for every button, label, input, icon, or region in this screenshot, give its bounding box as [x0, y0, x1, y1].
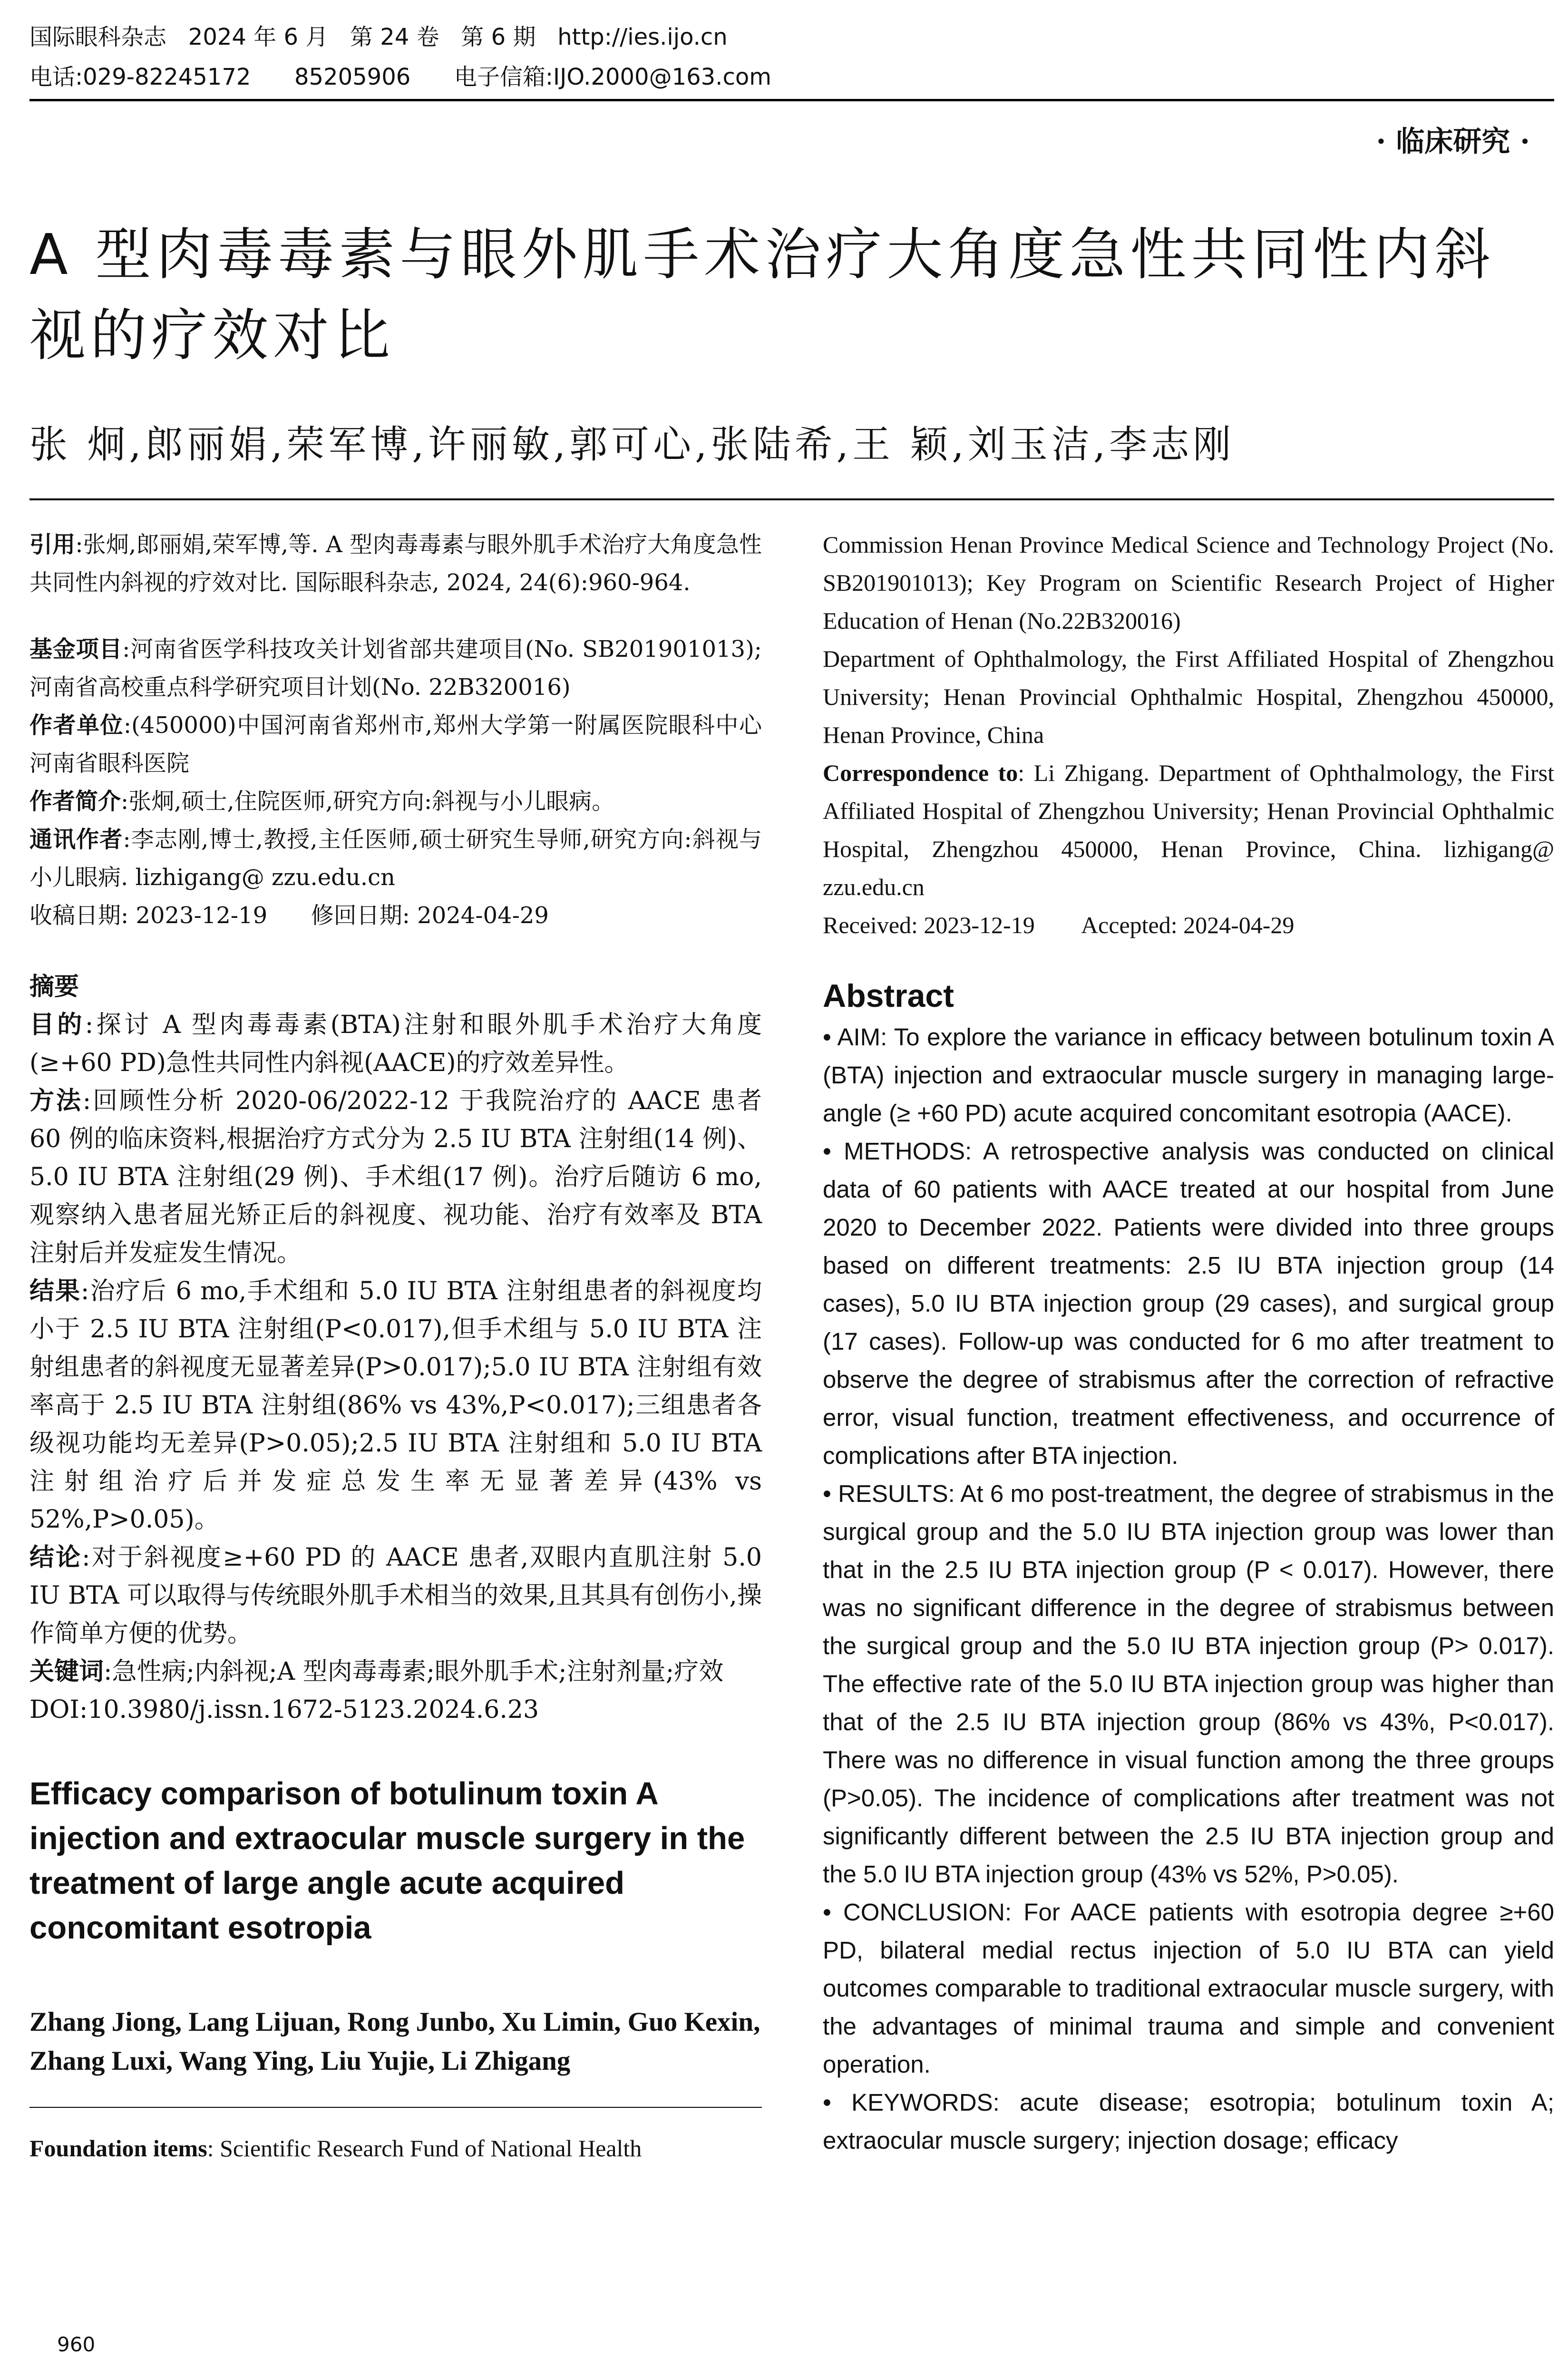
title-rule: [29, 498, 1554, 500]
authors-cn: 张 炯,郎丽娟,荣军博,许丽敏,郭可心,张陆希,王 颖,刘玉洁,李志刚: [29, 422, 1235, 467]
author-unit: 作者单位:(450000)中国河南省郑州市,郑州大学第一附属医院眼科中心 河南省眼科医院: [29, 712, 762, 777]
abstract-aim-en: • AIM: To explore the variance in efficacy between botulinum toxin A (BTA) injection and extraocular muscle surgery in managing large-angle (≥ +60 PD) acute acquired concomitant esotropia (AACE).: [823, 1023, 1554, 1127]
citation-label: 引用: [29, 531, 76, 558]
bio-label: 作者简介: [29, 788, 121, 815]
keywords-en: • KEYWORDS: acute disease; esotropia; botulinum toxin A; extraocular muscle surgery; injection dosage; efficacy: [823, 2089, 1554, 2154]
abstract-conclusion-en: • CONCLUSION: For AACE patients with esotropia degree ≥+60 PD, bilateral medial rectus injection of 5.0 IU BTA can yield outcomes comparable to traditional extraocular muscle surgery, with the advantages of minimal trauma and simple and convenient operation.: [823, 1899, 1554, 2078]
journal-header-line2: 电话:029-82245172 85205906 电子信箱:IJO.2000@163.com: [29, 64, 771, 90]
abstract-heading-cn: 摘要: [29, 973, 79, 1001]
received-dates-cn: 收稿日期: 2023-12-19 修回日期: 2024-04-29: [29, 902, 549, 929]
fund-label: 基金项目: [29, 636, 123, 662]
correspondence-label: Correspondence to: [823, 760, 1018, 786]
correspondence-en: Correspondence to: Li Zhigang. Department of Ophthalmology, the First Affiliated Hospital of Zhengzhou University; Henan Provincial Ophthalmic Hospital, Zhengzhou 450000, Henan Province, China. lizhigang@ zzu.edu.cn: [823, 760, 1554, 900]
header-rule: [29, 99, 1554, 101]
foundation-items: Foundation items: Scientific Research Fund of National Health: [29, 2135, 642, 2162]
fund-info: 基金项目:河南省医学科技攻关计划省部共建项目(No. SB201901013);河南省高校重点科学研究项目计划(No. 22B320016): [29, 636, 762, 701]
section-tag: · 临床研究 ·: [1376, 125, 1530, 158]
left-column: [29, 526, 762, 2167]
journal-header-line1: 国际眼科杂志 2024 年 6 月 第 24 卷 第 6 期 http://ies.ijo.cn: [29, 24, 728, 50]
article-title-en: Efficacy comparison of botulinum toxin A injection and extraocular muscle surgery in the treatment of large angle acute acquired concomitant esotropia: [29, 1776, 745, 1946]
citation: 引用:张炯,郎丽娟,荣军博,等. A 型肉毒毒素与眼外肌手术治疗大角度急性共同性内斜视的疗效对比. 国际眼科杂志, 2024, 24(6):960-964.: [29, 531, 762, 596]
abstract-methods-cn: 方法:回顾性分析 2020-06/2022-12 于我院治疗的 AACE 患者 60 例的临床资料,根据治疗方式分为 2.5 IU BTA 注射组(14 例)、5.0 IU BTA 注射组(29 例)、手术组(17 例)。治疗后随访 6 mo,观察纳入患者屈光矫正后的斜视度、视功能、治疗有效率及 BTA 注射后并发症发生情况。: [29, 1087, 762, 1267]
right-column: [823, 526, 1554, 2160]
abstract-results-en: • RESULTS: At 6 mo post-treatment, the degree of strabismus in the surgical group and the 5.0 IU BTA injection group was lower than that in the 2.5 IU BTA injection group (P < 0.017). However, there was no significant difference in the degree of strabismus between the surgical group and the 5.0 IU BTA injection group (P> 0.017). The effective rate of the 5.0 IU BTA injection group was higher than that of the 2.5 IU BTA injection group (86% vs 43%, P<0.017). There was no difference in visual function among the three groups (P>0.05). The incidence of complications after treatment was not significantly different between the 2.5 IU BTA injection group and the 5.0 IU BTA injection group (43% vs 52%, P>0.05).: [823, 1480, 1554, 1888]
abstract-aim-cn: 目的:探讨 A 型肉毒毒素(BTA)注射和眼外肌手术治疗大角度(≥+60 PD)急性共同性内斜视(AACE)的疗效差异性。: [29, 1011, 762, 1077]
author-bio: 作者简介:张炯,硕士,住院医师,研究方向:斜视与小儿眼病。: [29, 788, 615, 815]
corresponding-author: 通讯作者:李志刚,博士,教授,主任医师,硕士研究生导师,研究方向:斜视与小儿眼病. lizhigang@ zzu.edu.cn: [29, 826, 762, 891]
keywords-cn: 关键词:急性病;内斜视;A 型肉毒毒素;眼外肌手术;注射剂量;疗效: [29, 1657, 724, 1686]
unit-label: 作者单位: [29, 712, 124, 739]
department-en: Department of Ophthalmology, the First Affiliated Hospital of Zhengzhou University; Henan Provincial Ophthalmic Hospital, Zhengzhou 450000, Henan Province, China: [823, 645, 1554, 748]
article-title-cn: A 型肉毒毒素与眼外肌手术治疗大角度急性共同性内斜视的疗效对比: [29, 222, 1496, 368]
abstract-heading-en: Abstract: [823, 978, 954, 1014]
doi: DOI:10.3980/j.issn.1672-5123.2024.6.23: [29, 1695, 539, 1724]
received-dates-en: Received: 2023-12-19 Accepted: 2024-04-29: [823, 912, 1295, 938]
abstract-conclusion-cn: 结论:对于斜视度≥+60 PD 的 AACE 患者,双眼内直肌注射 5.0 IU BTA 可以取得与传统眼外肌手术相当的效果,且其具有创伤小,操作简单方便的优势。: [29, 1543, 762, 1648]
abstract-results-cn: 结果:治疗后 6 mo,手术组和 5.0 IU BTA 注射组患者的斜视度均小于 2.5 IU BTA 注射组(P<0.017),但手术组与 5.0 IU BTA 注射组患者的斜视度无显著差异(P>0.017);5.0 IU BTA 注射组有效率高于 2.5 IU BTA 注射组(86% vs 43%,P<0.017);三组患者各级视功能均无差异(P>0.05);2.5 IU BTA 注射组和 5.0 IU BTA 注射组治疗后并发症总发生率无显著差异(43% vs 52%,P>0.05)。: [29, 1277, 762, 1534]
authors-rule: [29, 2107, 762, 2108]
foundation-items-cont: Commission Henan Province Medical Science and Technology Project (No. SB201901013); Key Program on Scientific Research Project of Higher Education of Henan (No.22B320016): [823, 531, 1554, 634]
abstract-methods-en: • METHODS: A retrospective analysis was conducted on clinical data of 60 patients with AACE treated at our hospital from June 2020 to December 2022. Patients were divided into three groups based on different treatments: 2.5 IU BTA injection group (14 cases), 5.0 IU BTA injection group (29 cases), and surgical group (17 cases). Follow-up was conducted for 6 mo after treatment to observe the degree of strabismus after the correction of refractive error, visual function, treatment effectiveness, and occurrence of complications after BTA injection.: [823, 1138, 1554, 1469]
corr-label: 通讯作者: [29, 826, 123, 853]
authors-en: Zhang Jiong, Lang Lijuan, Rong Junbo, Xu Limin, Guo Kexin, Zhang Luxi, Wang Ying, Liu Yujie, Li Zhigang: [29, 2007, 760, 2076]
page-number: 960: [57, 2333, 96, 2356]
